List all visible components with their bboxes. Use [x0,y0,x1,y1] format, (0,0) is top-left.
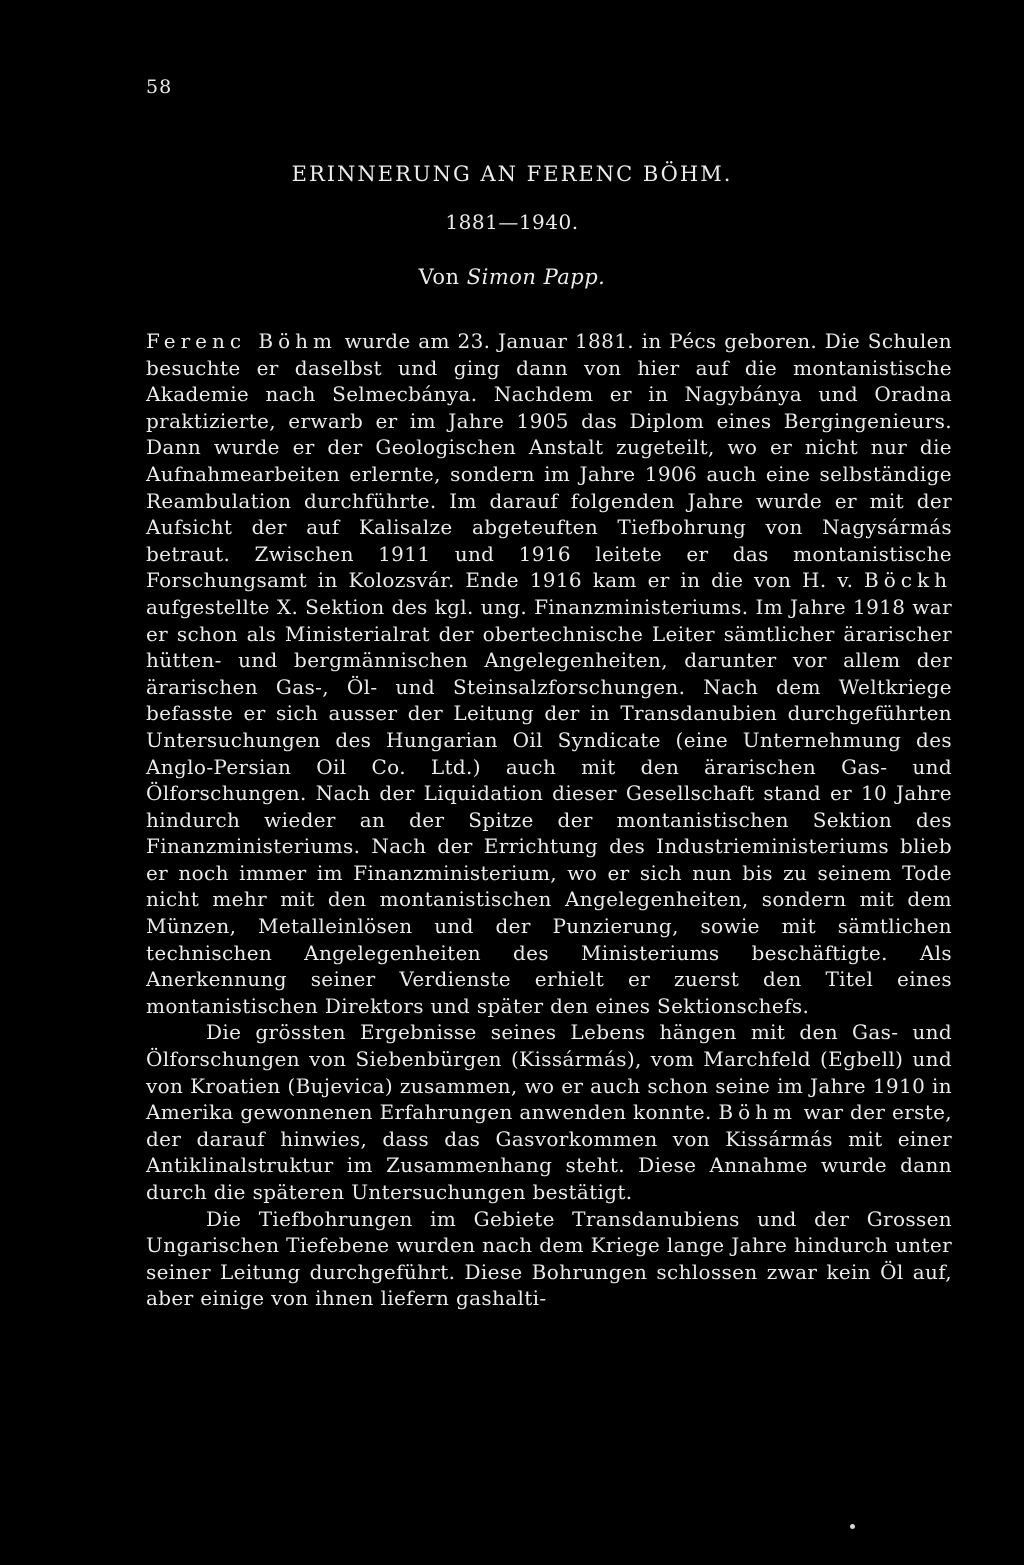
article-years: 1881—1940. [445,210,579,234]
scan-speck [850,1524,855,1529]
byline [0,265,1024,289]
paragraph-3 [146,1206,952,1312]
byline-prefix: Von [418,265,467,289]
subject-name-spaced-2: Böhm [718,1100,797,1125]
paragraph-2-text-continued: war der erste, der darauf hinwies, dass das Gasvorkommen von Kissármás mit einer Antiklinalstruktur im Zusammenhang steht. Diese Annahme wurde dann durch die späteren Untersuchungen bestätigt. [146,1100,952,1204]
paragraph-1 [146,328,952,1019]
article-title: ERINNERUNG AN FERENC BÖHM. [291,162,733,186]
page-number: 58 [146,76,173,98]
paragraph-1-text: wurde am 23. Januar 1881. in Pécs geboren. Die Schulen besuchte er daselbst und ging dann von hier auf die montanistische Akademie nach Selmecbánya. Nachdem er in Nagybánya und Oradna praktizierte, erwarb er im Jahre 1905 das Diplom eines Bergingenieurs. Dann wurde er der Geologischen Anstalt zugeteilt, wo er nicht nur die Aufnahmearbeiten erlernte, sondern im Jahre 1906 auch eine selbständige Reambulation durchführte. Im darauf folgenden Jahre wurde er mit der Aufsicht der auf Kalisalze abgeteuften Tiefbohrung von Nagysármás betraut. Zwischen 1911 und 1916 leitete er das montanistische Forschungsamt in Kolozsvár. Ende 1916 kam er in die von H. v. [146,329,952,593]
paragraph-3-text: Die Tiefbohrungen im Gebiete Transdanubiens und der Grossen Ungarischen Tiefebene wurden nach dem Kriege lange Jahre hindurch unter seiner Leitung durchgeführt. Diese Bohrungen schlossen zwar kein Öl auf, aber einige von ihnen liefern gashalti- [146,1206,952,1311]
paragraph-1-text-continued: aufgestellte X. Sektion des kgl. ung. Finanzministeriums. Im Jahre 1918 war er schon als Ministerialrat der obertechnische Leiter sämtlicher ärarischer hütten- und bergmännischen Angelegenheiten, darunter vor allem der ärarischen Gas-, Öl- und Steinsalzforschungen. Nach dem Weltkriege befasste er sich ausser der Leitung der in Transdanubien durchgeführten Untersuchungen des Hungarian Oil Syndicate (eine Unternehmung des Anglo-Persian Oil Co. Ltd.) auch mit den ärarischen Gas- und Ölforschungen. Nach der Liquidation dieser Gesellschaft stand er 10 Jahre hindurch wieder an der Spitze der montanistischen Sektion des Finanzministeriums. Nach der Errichtung des Industrieministeriums blieb er noch immer im Finanzministerium, wo er sich nun bis zu seinem Tode nicht mehr mit den montanistischen Angelegenheiten, sondern mit dem Münzen, Metalleinlösen und der Punzierung, sowie mit sämtlichen technischen Angelegenheiten des Ministeriums beschäftigte. Als Anerkennung seiner Verdienste erhielt er zuerst den Titel eines montanistischen Direktors und später den eines Sektionschefs. [146,594,952,1018]
paragraph-2 [146,1019,952,1205]
article-body [146,328,952,1312]
byline-author: Simon Papp. [466,265,606,289]
subject-name-spaced: Ferenc Böhm [146,329,337,353]
cited-name-spaced: Böckh [864,568,952,593]
paragraph-2-text: Die grössten Ergebnisse seines Lebens hängen mit den Gas- und Ölforschungen von Siebenbürgen (Kissármás), vom Marchfeld (Egbell) und von Kroatien (Bujevica) zusammen, wo er auch schon seine im Jahre 1910 in Amerika gewonnenen Erfahrungen anwenden konnte. [146,1020,952,1125]
